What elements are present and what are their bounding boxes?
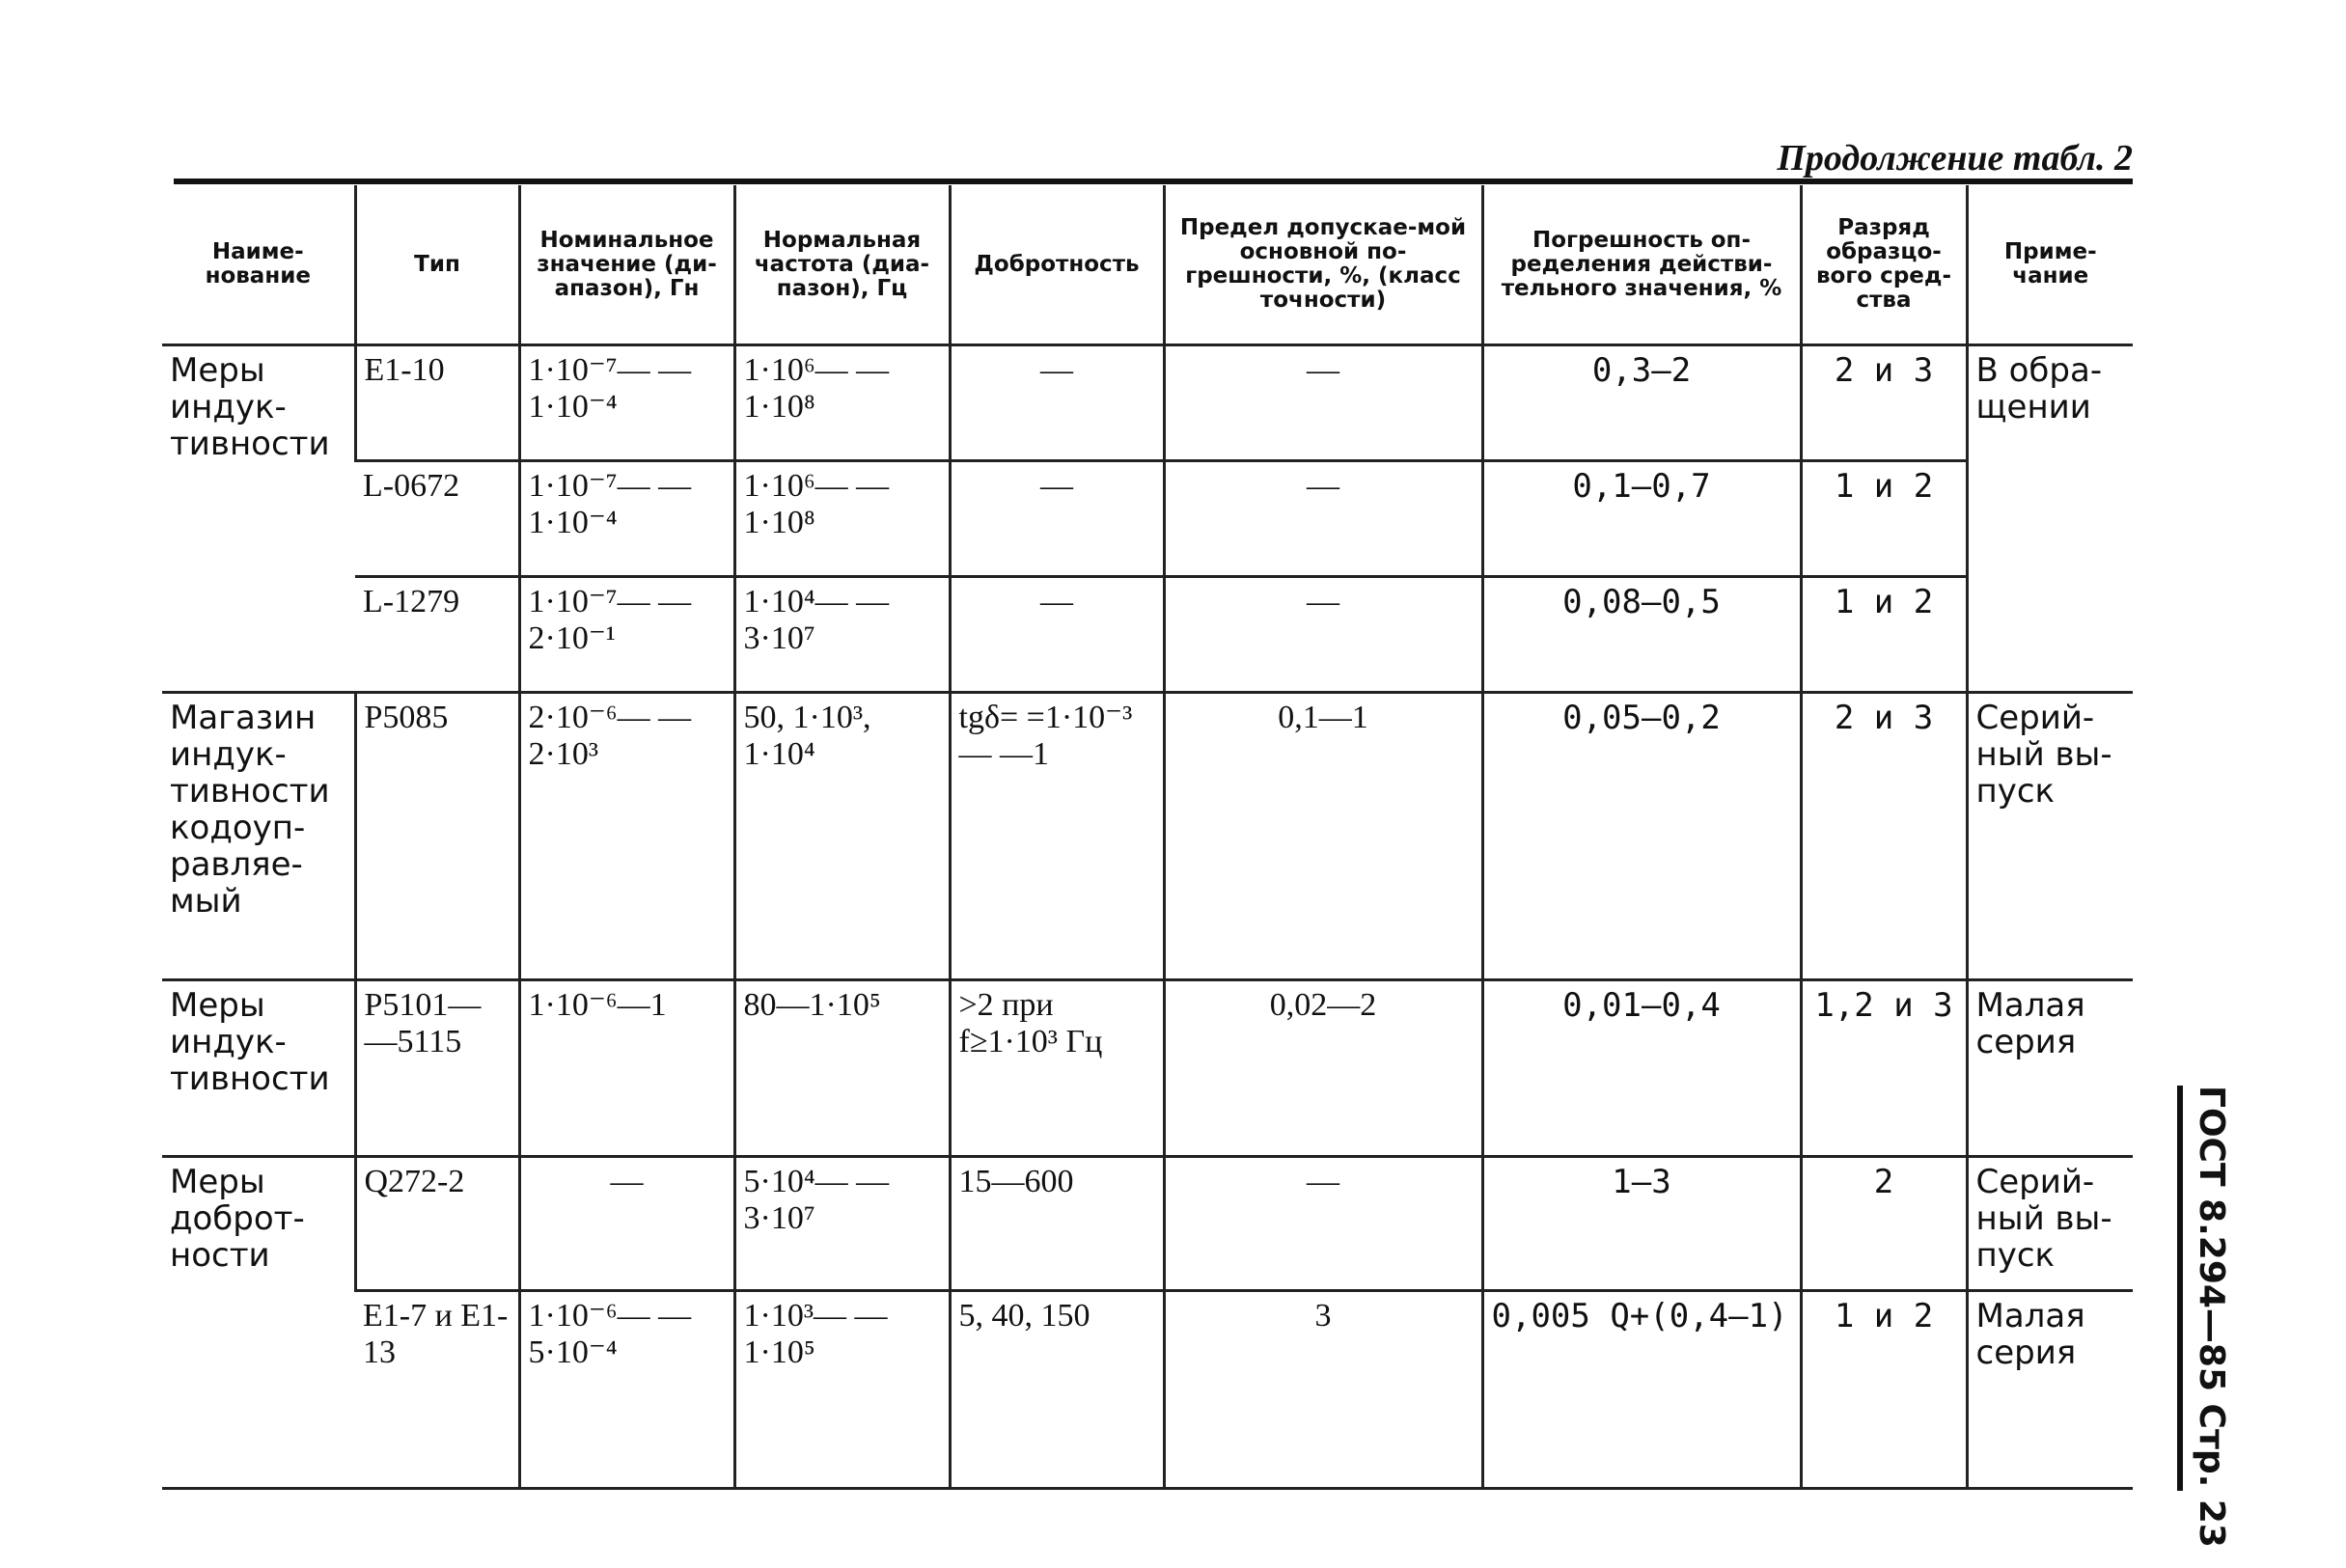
cell-quality: >2 при f≥1·10³ Гц xyxy=(950,980,1164,1157)
header-nominal: Номинальное значение (ди-апазон), Гн xyxy=(519,185,734,345)
header-limit: Предел допускае-мой основной по-грешности, %, (класс точности) xyxy=(1164,185,1482,345)
cell-quality: 15—600 xyxy=(950,1157,1164,1291)
cell-nominal: — xyxy=(519,1157,734,1291)
cell-quality: tgδ= =1·10⁻³— —1 xyxy=(950,693,1164,980)
cell-rank: 1 и 2 xyxy=(1801,1291,1967,1489)
cell-name: Меры индук-тивности xyxy=(162,345,355,693)
cell-frequency: 1·10⁶— —1·10⁸ xyxy=(734,461,950,577)
table-row xyxy=(162,1291,2133,1489)
cell-frequency: 50, 1·10³, 1·10⁴ xyxy=(734,693,950,980)
cell-quality: — xyxy=(950,345,1164,461)
cell-error: 0,1—0,7 xyxy=(1482,461,1801,577)
cell-note: Серий-ный вы-пуск xyxy=(1967,1157,2133,1291)
header-note: Приме-чание xyxy=(1967,185,2133,345)
cell-error: 0,01—0,4 xyxy=(1482,980,1801,1157)
cell-note: Малая серия xyxy=(1967,1291,2133,1489)
cell-error: 1—3 xyxy=(1482,1157,1801,1291)
cell-quality: — xyxy=(950,577,1164,693)
cell-nominal: 2·10⁻⁶— —2·10³ xyxy=(519,693,734,980)
table-row xyxy=(162,980,2133,1157)
cell-rank: 2 xyxy=(1801,1157,1967,1291)
header-quality: Добротность xyxy=(950,185,1164,345)
cell-type: Р5085 xyxy=(355,693,519,980)
cell-note: Малая серия xyxy=(1967,980,2133,1157)
cell-rank: 2 и 3 xyxy=(1801,345,1967,461)
table-row xyxy=(162,577,2133,693)
cell-limit: 0,1—1 xyxy=(1164,693,1482,980)
cell-type: Р5101— —5115 xyxy=(355,980,519,1157)
table-row xyxy=(162,461,2133,577)
header-row xyxy=(162,185,2133,345)
cell-quality: 5, 40, 150 xyxy=(950,1291,1164,1489)
table-row xyxy=(162,345,2133,461)
cell-frequency: 5·10⁴— —3·10⁷ xyxy=(734,1157,950,1291)
cell-frequency: 1·10³— —1·10⁵ xyxy=(734,1291,950,1489)
cell-nominal: 1·10⁻⁶— —5·10⁻⁴ xyxy=(519,1291,734,1489)
header-rank: Разряд образцо-вого сред-ства xyxy=(1801,185,1967,345)
cell-name: Магазин индук-тивности кодоуп-равляе-мый xyxy=(162,693,355,980)
cell-frequency: 1·10⁶— —1·10⁸ xyxy=(734,345,950,461)
cell-rank: 2 и 3 xyxy=(1801,693,1967,980)
page-side-label: ГОСТ 8.294—85 Стр. 23 xyxy=(2192,1086,2231,1548)
cell-limit: — xyxy=(1164,577,1482,693)
cell-error: 0,08—0,5 xyxy=(1482,577,1801,693)
cell-nominal: 1·10⁻⁷— —1·10⁻⁴ xyxy=(519,461,734,577)
header-type: Тип xyxy=(355,185,519,345)
cell-limit: 3 xyxy=(1164,1291,1482,1489)
cell-type: Е1-7 и Е1-13 xyxy=(355,1291,519,1489)
table-row xyxy=(162,1157,2133,1291)
cell-type: Q272-2 xyxy=(355,1157,519,1291)
cell-name: Меры индук-тивности xyxy=(162,980,355,1157)
cell-limit: 0,02—2 xyxy=(1164,980,1482,1157)
cell-note: Серий-ный вы-пуск xyxy=(1967,693,2133,980)
cell-type: L-1279 xyxy=(355,577,519,693)
cell-note: В обра-щении xyxy=(1967,345,2133,693)
cell-type: Е1-10 xyxy=(355,345,519,461)
cell-rank: 1 и 2 xyxy=(1801,461,1967,577)
data-table xyxy=(162,185,2133,1490)
cell-error: 0,3—2 xyxy=(1482,345,1801,461)
cell-nominal: 1·10⁻⁷— —2·10⁻¹ xyxy=(519,577,734,693)
cell-rank: 1,2 и 3 xyxy=(1801,980,1967,1157)
cell-limit: — xyxy=(1164,345,1482,461)
header-error: Погрешность оп-ределения действи-тельного значения, % xyxy=(1482,185,1801,345)
header-name: Наиме-нование xyxy=(162,185,355,345)
cell-frequency: 80—1·10⁵ xyxy=(734,980,950,1157)
cell-frequency: 1·10⁴— —3·10⁷ xyxy=(734,577,950,693)
cell-error: 0,005 Q+(0,4—1) xyxy=(1482,1291,1801,1489)
cell-nominal: 1·10⁻⁶—1 xyxy=(519,980,734,1157)
table-caption: Продолжение табл. 2 xyxy=(1777,138,2133,179)
header-frequency: Нормальная частота (диа-пазон), Гц xyxy=(734,185,950,345)
cell-limit: — xyxy=(1164,461,1482,577)
table-row xyxy=(162,693,2133,980)
cell-quality: — xyxy=(950,461,1164,577)
top-rule xyxy=(174,179,2133,184)
cell-rank: 1 и 2 xyxy=(1801,577,1967,693)
cell-error: 0,05—0,2 xyxy=(1482,693,1801,980)
cell-name: Меры доброт-ности xyxy=(162,1157,355,1489)
cell-limit: — xyxy=(1164,1157,1482,1291)
cell-nominal: 1·10⁻⁷— —1·10⁻⁴ xyxy=(519,345,734,461)
cell-type: L-0672 xyxy=(355,461,519,577)
